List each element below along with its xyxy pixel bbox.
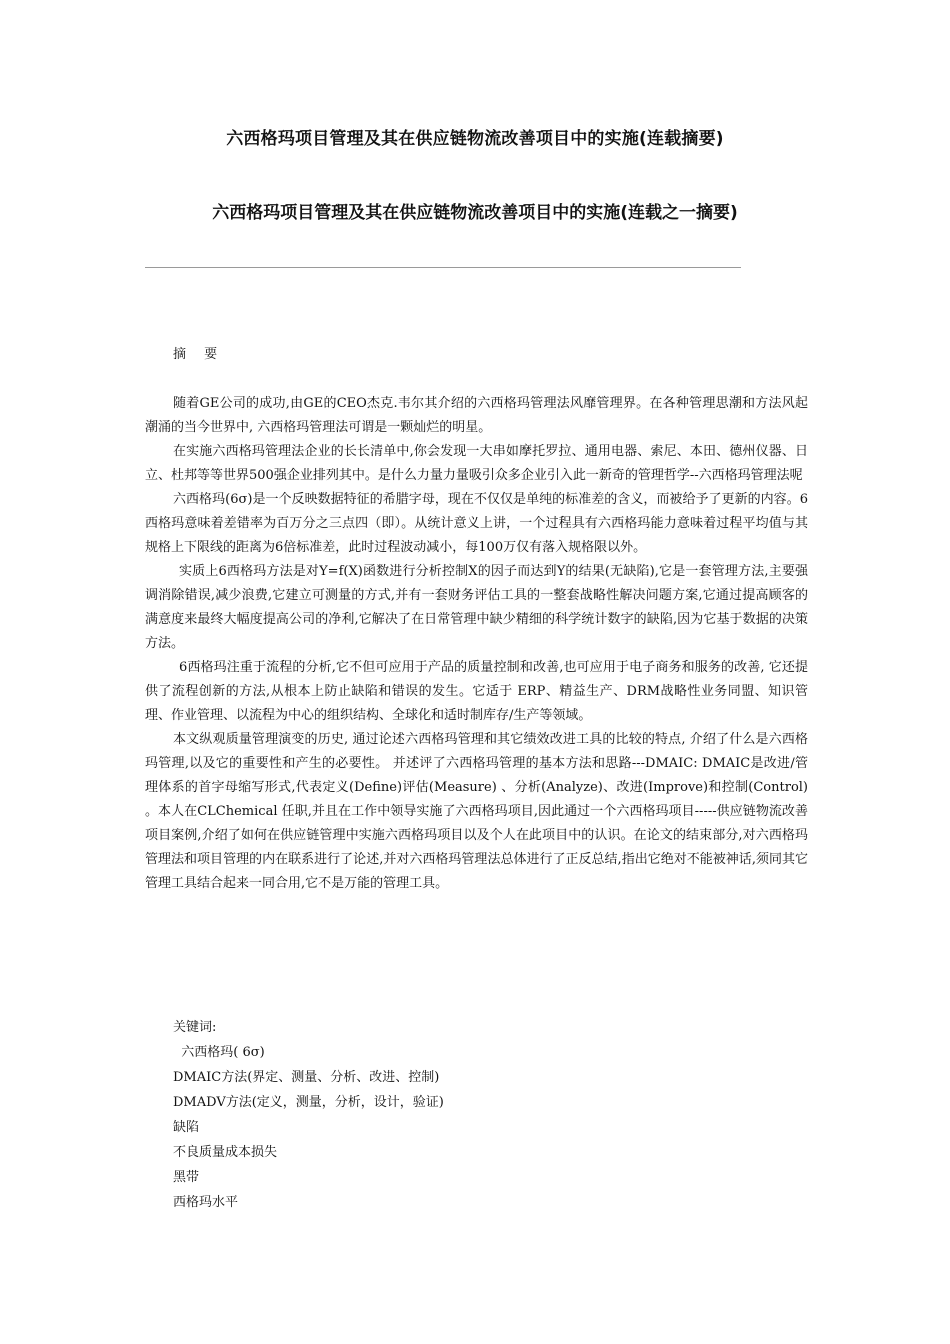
document-subtitle: 六西格玛项目管理及其在供应链物流改善项目中的实施(连载之一摘要) [212, 203, 738, 223]
keyword-item: 西格玛水平 [173, 1195, 239, 1210]
paragraph-5: 6西格玛注重于流程的分析,它不但可应用于产品的质量控制和改善,也可应用于电子商务和服务的改善, 它还提供了流程创新的方法,从根本上防止缺陷和错误的发生。它适于 ERP、精益生产、DRM战略性业务同盟、知识管理、作业管理、以流程为中心的组织结构、全球化和适时制库存/生产等领域。 [145, 660, 808, 723]
keyword-item: 缺陷 [173, 1120, 200, 1135]
paragraph-2: 在实施六西格玛管理法企业的长长清单中,你会发现一大串如摩托罗拉、通用电器、索尼、本田、德州仪器、日立、杜邦等等世界500强企业排列其中。是什么力量力量吸引众多企业引入此一新奇的管理哲学--六西格玛管理法呢 [145, 444, 808, 483]
keyword-item: DMADV方法(定义，测量，分析，设计，验证) [173, 1095, 444, 1110]
paragraph-1: 随着GE公司的成功,由GE的CEO杰克.韦尔其介绍的六西格玛管理法风靡管理界。在各种管理思潮和方法风起潮涌的当今世界中, 六西格玛管理法可谓是一颗灿烂的明星。 [145, 396, 808, 435]
paragraph-4: 实质上6西格玛方法是对Y=f(X)函数进行分析控制X的因子而达到Y的结果(无缺陷),它是一套管理方法,主要强调消除错误,减少浪费,它建立可测量的方式,并有一套财务评估工具的一整套战略性解决问题方案,它通过提高顾客的满意度来最终大幅度提高公司的净利,它解决了在日常管理中缺少精细的科学统计数字的缺陷,因为它基于数据的决策方法。 [145, 564, 808, 651]
abstract-body [145, 392, 808, 896]
keyword-item: 黑带 [173, 1170, 200, 1185]
paragraph-6: 本文纵观质量管理演变的历史, 通过论述六西格玛管理和其它绩效改进工具的比较的特点, 介绍了什么是六西格玛管理,以及它的重要性和产生的必要性。 并述评了六西格玛管理的基本方法和思路---DMAIC: DMAIC是改进/管理体系的首字母缩写形式,代表定义(Define)评估(Measure) 、分析(Analyze)、改进(Improve)和控制(Control) 。本人在CLChemical 任职,并且在工作中领导实施了六西格玛项目,因此通过一个六西格玛项目-----供应链物流改善项目案例,介绍了如何在供应链管理中实施六西格玛项目以及个人在此项目中的认识。在论文的结束部分,对六西格玛管理法和项目管理的内在联系进行了论述,并对六西格玛管理法总体进行了正反总结,指出它绝对不能被神话,须同其它管理工具结合起来一同合用,它不是万能的管理工具。 [145, 732, 808, 891]
keywords-section [173, 1015, 444, 1215]
keyword-item: 六西格玛( 6σ) [173, 1045, 265, 1060]
document-title: 六西格玛项目管理及其在供应链物流改善项目中的实施(连载摘要) [226, 129, 724, 149]
keyword-item: 不良质量成本损失 [173, 1145, 278, 1160]
keywords-label: 关键词: [173, 1020, 217, 1035]
abstract-heading: 摘 要 [173, 347, 225, 362]
horizontal-divider [145, 267, 741, 268]
paragraph-3: 六西格玛(6σ)是一个反映数据特征的希腊字母，现在不仅仅是单纯的标准差的含义，而被给予了更新的内容。6西格玛意味着差错率为百万分之三点四（即）。从统计意义上讲，一个过程具有六西格玛能力意味着过程平均值与其规格上下限线的距离为6倍标准差，此时过程波动减小，每100万仅有落入规格限以外。 [145, 492, 808, 555]
keyword-item: DMAIC方法(界定、测量、分析、改进、控制) [173, 1070, 440, 1085]
